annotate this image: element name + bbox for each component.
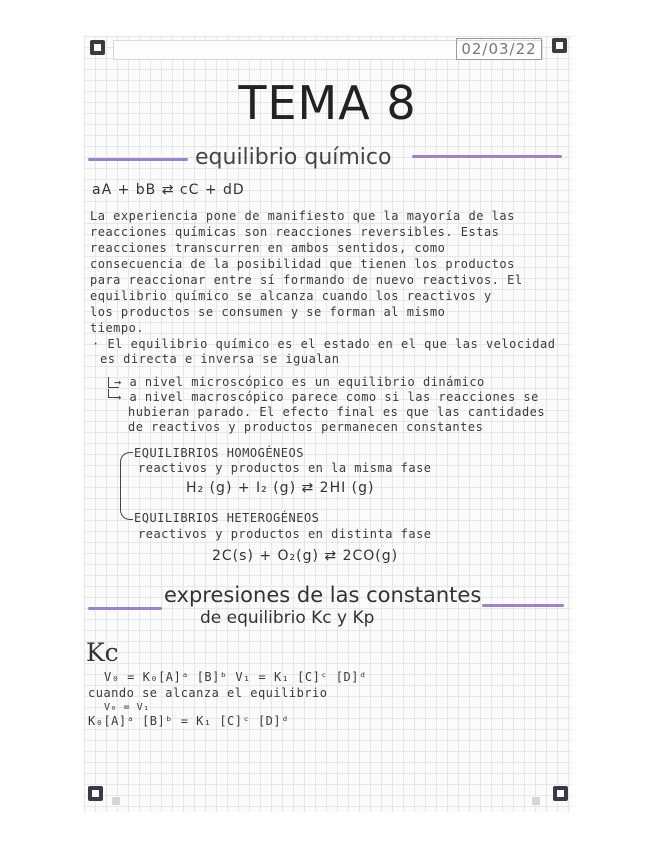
paragraph-line: reacciones transcurren en ambos sentidos, como — [90, 241, 446, 255]
homogeneos-desc: reactivos y productos en la misma fase — [138, 461, 432, 475]
section-heading: de equilibrio Kc y Kp — [200, 608, 375, 628]
heterogeneos-desc: reactivos y productos en distinta fase — [138, 527, 432, 541]
highlight-right — [412, 155, 562, 158]
homogeneos-equation: H₂ (g) + I₂ (g) ⇄ 2HI (g) — [186, 480, 375, 496]
highlight-left — [88, 607, 162, 610]
paragraph-line: para reaccionar entre sí formando de nuevo reactivos. El — [90, 273, 523, 287]
footer-marker — [532, 797, 540, 805]
corner-marker-bottom-left — [88, 786, 103, 801]
subtitle: equilibrio químico — [195, 145, 392, 170]
heterogeneos-heading: EQUILIBRIOS HETEROGÉNEOS — [134, 511, 320, 525]
paragraph-line: consecuencia de la posibilidad que tienen los productos — [90, 257, 515, 271]
paragraph-line: equilibrio químico se alcanza cuando los reactivos y — [90, 289, 492, 303]
highlight-left — [88, 158, 188, 161]
level-line: de reactivos y productos permanecen constantes — [128, 420, 484, 434]
equal-rates: V₀ = V₁ — [104, 702, 150, 713]
general-reaction: aA + bB ⇄ cC + dD — [92, 182, 245, 198]
level-line: → a nivel microscópico es un equilibrio dinámico — [114, 375, 485, 389]
level-line: → a nivel macroscópico parece como si las reacciones se — [114, 390, 539, 404]
rate-expressions: V₀ = K₀[A]ᵃ [B]ᵇ V₁ = K₁ [C]ᶜ [D]ᵈ — [104, 670, 367, 684]
brace-icon — [120, 452, 133, 520]
bullet-line: · El equilibrio químico es el estado en el que las velocidad — [92, 337, 556, 351]
paragraph-line: los productos se consumen y se forman al mismo — [90, 305, 446, 319]
equilibrium-condition: cuando se alcanza el equilibrio — [88, 686, 328, 700]
heterogeneos-equation: 2C(s) + O₂(g) ⇄ 2CO(g) — [212, 548, 399, 564]
paragraph-line: La experiencia pone de manifiesto que la mayoría de las — [90, 209, 515, 223]
highlight-right — [482, 604, 564, 607]
kc-label: Kc — [86, 638, 119, 667]
footer-marker — [112, 797, 120, 805]
level-line: hubieran parado. El efecto final es que las cantidades — [128, 405, 546, 419]
paragraph-line: reacciones químicas son reacciones reversibles. Estas — [90, 225, 500, 239]
corner-marker-top-left — [90, 40, 105, 55]
date-box: 02/03/22 — [456, 38, 542, 60]
corner-marker-top-right — [552, 38, 567, 53]
section-heading: expresiones de las constantes — [164, 583, 482, 607]
kc-equation: K₀[A]ᵃ [B]ᵇ = K₁ [C]ᶜ [D]ᵈ — [88, 714, 289, 728]
corner-marker-bottom-right — [553, 786, 568, 801]
homogeneos-heading: EQUILIBRIOS HOMOGÉNEOS — [134, 446, 304, 460]
page-title: TEMA 8 — [238, 76, 417, 130]
bullet-line: es directa e inversa se igualan — [100, 352, 340, 366]
paragraph-line: tiempo. — [90, 321, 145, 335]
